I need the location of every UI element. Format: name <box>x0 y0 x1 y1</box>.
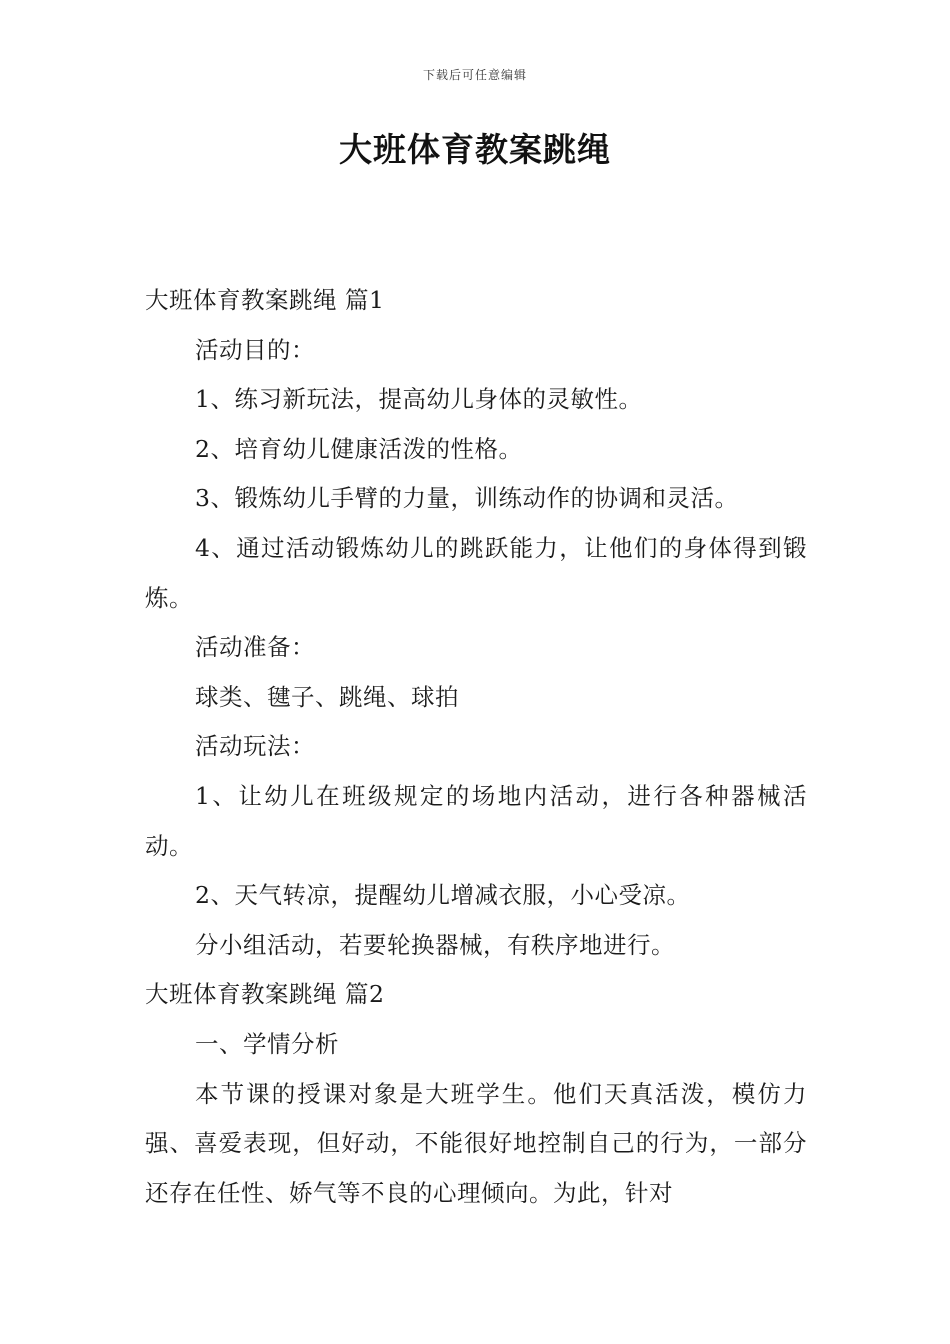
section-heading: 大班体育教案跳绳 篇1 <box>145 286 385 314</box>
header-note: 下载后可任意编辑 <box>422 68 527 82</box>
paragraph: 本节课的授课对象是大班学生。他们天真活泼，模仿力强、喜爱表现，但好动，不能很好地控制自己的行为，一部分还存在任性、娇气等不良的心理倾向。为此，针对 <box>145 1079 807 1207</box>
section-heading: 大班体育教案跳绳 篇2 <box>145 980 385 1009</box>
paragraph: 活动玩法： <box>195 732 315 761</box>
paragraph: 1、让幼儿在班级规定的场地内活动，进行各种器械活动。 <box>145 781 807 860</box>
paragraph: 4、通过活动锻炼幼儿的跳跃能力，让他们的身体得到锻炼。 <box>145 533 807 612</box>
paragraph: 球类、毽子、跳绳、球拍 <box>195 682 459 711</box>
document-title: 大班体育教案跳绳 <box>339 130 611 169</box>
paragraph: 3、锻炼幼儿手臂的力量，训练动作的协调和灵活。 <box>195 484 739 513</box>
paragraph: 分小组活动，若要轮换器械，有秩序地进行。 <box>195 930 675 959</box>
paragraph: 活动目的： <box>195 335 315 364</box>
paragraph: 活动准备： <box>195 633 315 662</box>
paragraph: 2、培育幼儿健康活泼的性格。 <box>195 434 523 463</box>
paragraph: 一、学情分析 <box>195 1029 339 1058</box>
paragraph: 1、练习新玩法，提高幼儿身体的灵敏性。 <box>195 385 643 414</box>
document-body <box>145 276 807 1218</box>
paragraph: 2、天气转凉，提醒幼儿增减衣服，小心受凉。 <box>195 881 691 910</box>
